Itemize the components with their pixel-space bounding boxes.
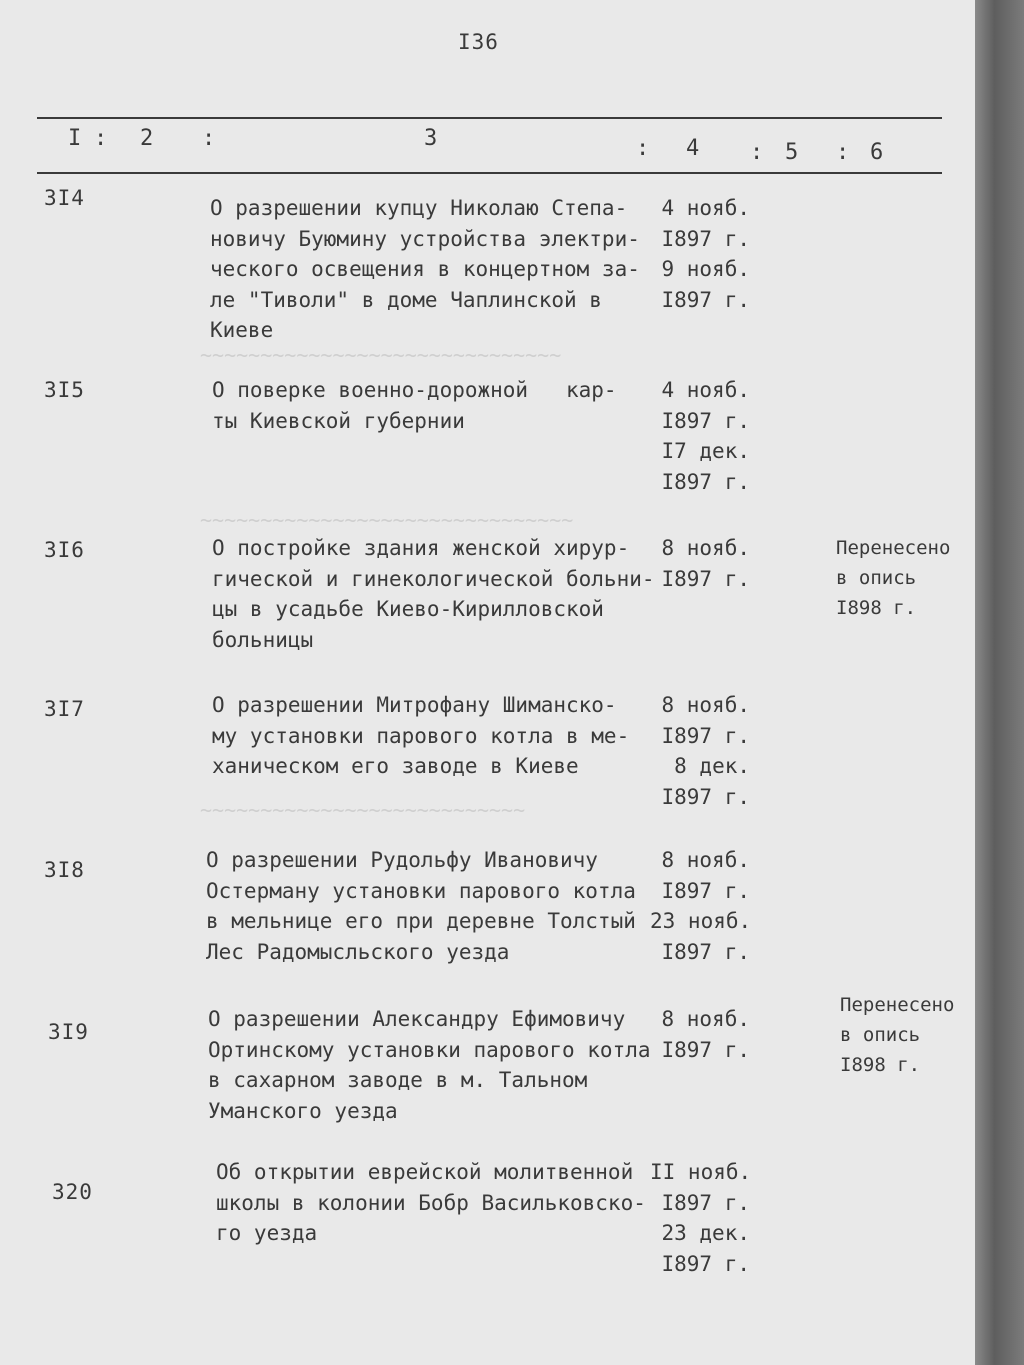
entry-dates: 4 нояб. I897 г. 9 нояб. I897 г. — [661, 196, 750, 312]
column-header-5: 5 — [785, 140, 799, 165]
show-through-text: ~~~~~~~~~~~~~~~~~~~~~~~~~~~~~~ — [200, 343, 562, 367]
show-through-text: ~~~~~~~~~~~~~~~~~~~~~~~~~~~~~~~ — [200, 508, 574, 532]
entry-dates: 8 нояб. I897 г. 8 дек. I897 г. — [661, 693, 750, 809]
column-separator: : — [94, 126, 108, 151]
entry-dates: 8 нояб. I897 г. 23 нояб. I897 г. — [650, 848, 752, 964]
column-separator: : — [750, 140, 764, 165]
column-separator: : — [836, 140, 850, 165]
entry-number: 3I5 — [44, 378, 85, 402]
entry-number: 320 — [52, 1180, 93, 1204]
column-separator: : — [636, 136, 650, 161]
entry-number: 3I9 — [48, 1020, 89, 1044]
page-edge-shadow — [975, 0, 1024, 1365]
entry-number: 3I8 — [44, 858, 85, 882]
entry-dates: II нояб. I897 г. 23 дек. I897 г. — [650, 1160, 752, 1276]
entry-dates: 8 нояб. I897 г. — [661, 536, 750, 591]
column-header-2: 2 — [140, 126, 154, 151]
entry-description: Об открытии еврейской молитвенной школы в колонии Бобр Васильковско- го уезда — [216, 1160, 646, 1245]
show-through-text: ~~~~~~~~~~~~~~~~~~~~~~~~~~~ — [200, 798, 526, 822]
page-number: I36 — [458, 30, 499, 54]
entry-description: О разрешении купцу Николаю Степа- новичу Буюмину устройства электри- ческого освещения в концертном за- ле "Тиволи" в доме Чаплинской в Киеве — [210, 196, 640, 342]
entry-description: О разрешении Митрофану Шиманско- му установки парового котла в ме- ханическом его заводе в Киеве — [212, 693, 630, 778]
entry-dates: 8 нояб. I897 г. — [661, 1007, 750, 1062]
column-header-4: 4 — [686, 136, 700, 161]
entry-description: О разрешении Рудольфу Ивановичу Остерману установки парового котла в мельнице его при деревне Толстый Лес Радомысльского уезда — [206, 848, 636, 964]
entry-description: О постройке здания женской хирур- гической и гинекологической больни- цы в усадьбе Киево-Кирилловской больницы — [212, 536, 655, 652]
column-header-1: I — [68, 126, 82, 151]
column-header-6: 6 — [870, 140, 884, 165]
entry-dates: 4 нояб. I897 г. I7 дек. I897 г. — [661, 378, 750, 494]
entry-note: Перенесено в опись I898 г. — [836, 537, 951, 619]
column-separator: : — [202, 126, 216, 151]
column-header-3: 3 — [424, 126, 438, 151]
header-rule-top — [37, 117, 942, 119]
entry-number: 3I4 — [44, 186, 85, 210]
entry-description: О поверке военно-дорожной кар- ты Киевской губернии — [212, 378, 617, 433]
entry-number: 3I7 — [44, 697, 85, 721]
entry-description: О разрешении Александру Ефимовичу Ортинскому установки парового котла в сахарном заводе в м. Тальном Уманского уезда — [208, 1007, 651, 1123]
entry-number: 3I6 — [44, 538, 85, 562]
header-rule-bottom — [37, 172, 942, 174]
entry-note: Перенесено в опись I898 г. — [840, 994, 955, 1076]
